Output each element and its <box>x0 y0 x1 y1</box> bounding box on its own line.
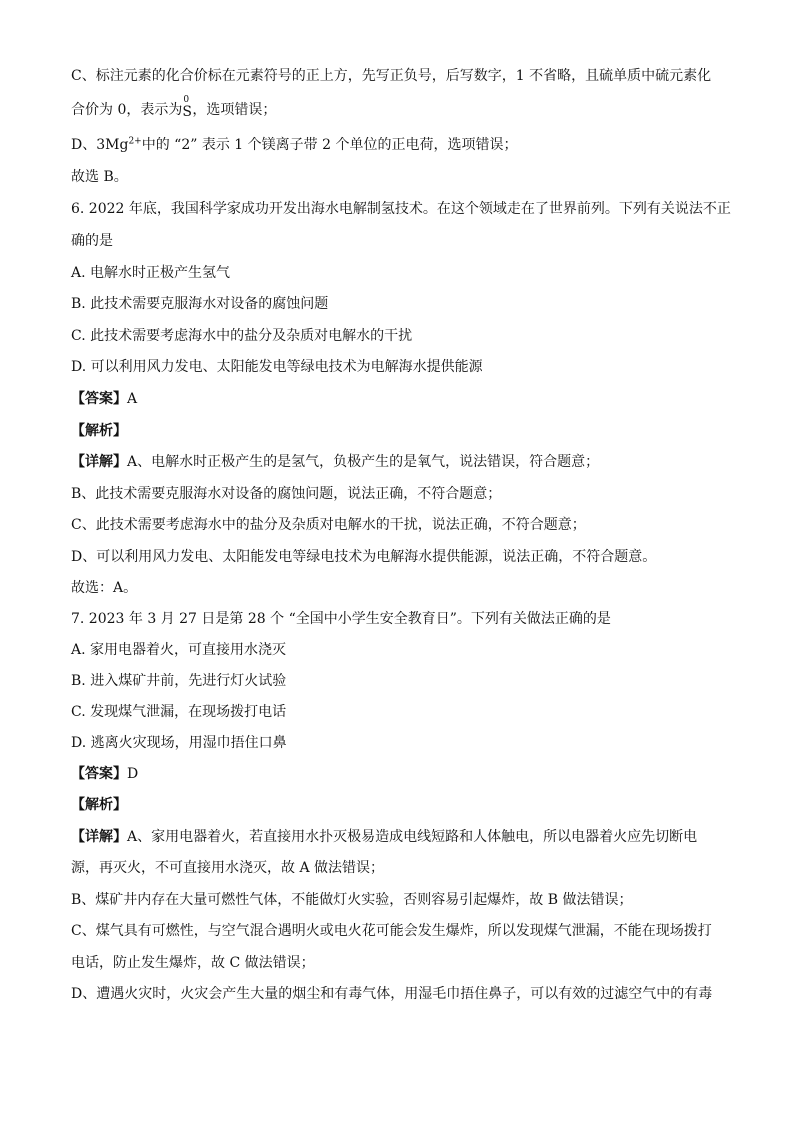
q6-detail-c: C、此技术需要考虑海水中的盐分及杂质对电解水的干扰，说法正确，不符合题意； <box>71 517 586 533</box>
detail-tag: 【详解】 <box>71 454 127 470</box>
q7-option-b: B. 进入煤矿井前，先进行灯火试验 <box>71 673 287 689</box>
q6-option-b: B. 此技术需要克服海水对设备的腐蚀问题 <box>71 296 329 312</box>
q6-option-a: A. 电解水时正极产生氢气 <box>71 265 231 281</box>
q6-stem-line2: 确的是 <box>71 233 113 249</box>
q7-detail-a-line1: 【详解】A、家用电器着火，若直接用水扑灭极易造成电线短路和人体触电，所以电器着火应先切断电 <box>71 829 698 845</box>
q7-detail-d: D、遭遇火灾时，火灾会产生大量的烟尘和有毒气体，用湿毛巾捂住鼻子，可以有效的过滤空气中的有毒 <box>71 986 713 1002</box>
q6-stem-line1: 6. 2022 年底，我国科学家成功开发出海水电解制氢技术。在这个领域走在了世界前列。下列有关说法不正 <box>71 201 731 217</box>
q7-answer <box>71 764 138 784</box>
detail-tag: 【详解】 <box>71 829 127 845</box>
q7-detail-b: B、煤矿井内存在大量可燃性气体，不能做灯火实验，否则容易引起爆炸，故 B 做法错误； <box>71 892 633 908</box>
q5-option-c-explanation-line2: 合价为 0，表示为 0 S ，选项错误； <box>71 95 277 120</box>
answer-tag: 【答案】 <box>71 391 127 407</box>
q6-option-d: D. 可以利用风力发电、太阳能发电等绿电技术为电解海水提供能源 <box>71 359 483 375</box>
q7-detail-c-line1: C、煤气具有可燃性，与空气混合遇明火或电火花可能会发生爆炸，所以发现煤气泄漏，不能在现场拨打 <box>71 923 712 939</box>
q7-option-c: C. 发现煤气泄漏，在现场拨打电话 <box>71 704 287 720</box>
answer-value: A <box>127 391 138 407</box>
q6-detail-b: B、此技术需要克服海水对设备的腐蚀问题，说法正确，不符合题意； <box>71 486 502 502</box>
q7-stem: 7. 2023 年 3 月 27 日是第 28 个 “全国中小学生安全教育日”。下列有关做法正确的是 <box>71 611 611 627</box>
valence-symbol: 0 S <box>182 95 192 120</box>
q6-conclusion: 故选：A。 <box>71 580 138 596</box>
q6-option-c: C. 此技术需要考虑海水中的盐分及杂质对电解水的干扰 <box>71 328 413 344</box>
q6-detail-a: 【详解】A、电解水时正极产生的是氢气，负极产生的是氧气，说法错误，符合题意； <box>71 454 600 470</box>
answer-value: D <box>127 766 139 782</box>
q6-answer <box>71 389 137 409</box>
q5-conclusion: 故选 B。 <box>71 169 128 185</box>
q7-option-d: D. 逃离火灾现场，用湿巾捂住口鼻 <box>71 735 287 751</box>
q5-option-c-explanation-line1: C、标注元素的化合价标在元素符号的正上方，先写正负号，后写数字，1 不省略，且硫单质中硫元素化 <box>71 68 712 84</box>
q7-detail-a-line2: 源，再灭火，不可直接用水浇灭，故 A 做法错误； <box>71 860 385 876</box>
q7-analysis-tag: 【解析】 <box>71 797 127 813</box>
q6-analysis-tag: 【解析】 <box>71 423 127 439</box>
q7-detail-c-line2: 电话，防止发生爆炸，故 C 做法错误； <box>71 955 315 971</box>
q5-option-d-explanation: D、$3Mg^{2+}$中的 “2” 表示 1 个镁离子带 2 个单位的正电荷，选项错误； <box>71 136 518 153</box>
q6-detail-d: D、可以利用风力发电、太阳能发电等绿电技术为电解海水提供能源，说法正确，不符合题意。 <box>71 549 657 565</box>
q7-option-a: A. 家用电器着火，可直接用水浇灭 <box>71 642 287 658</box>
answer-tag: 【答案】 <box>71 766 127 782</box>
